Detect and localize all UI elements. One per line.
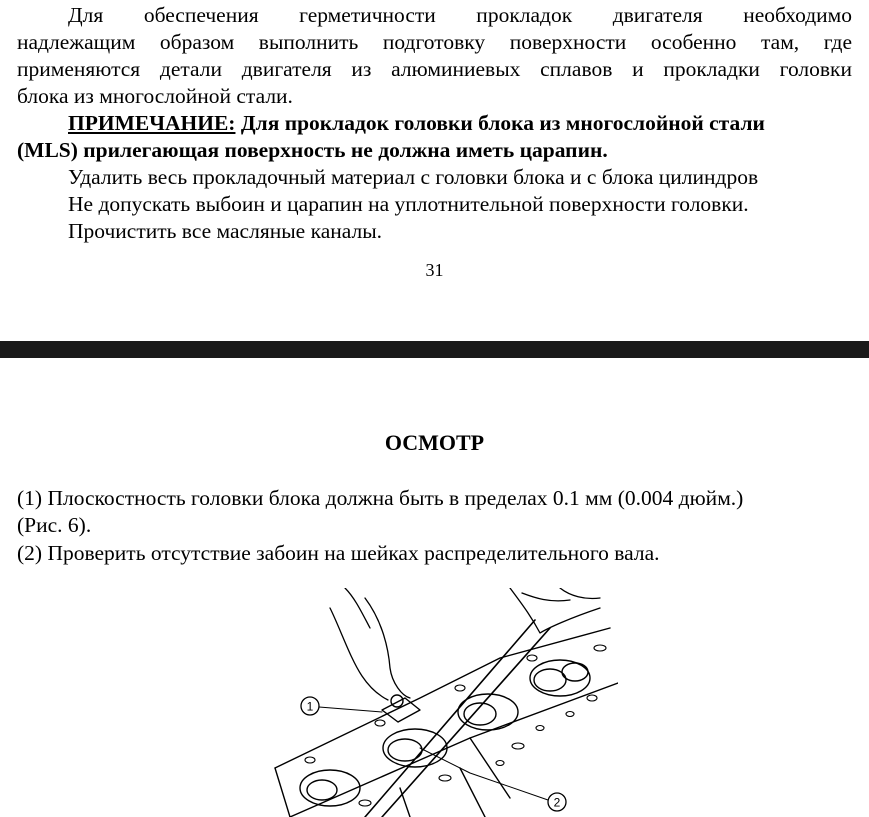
callout-1	[301, 697, 319, 715]
callout-1-label: 1	[306, 699, 314, 714]
hand-right	[510, 588, 600, 633]
combustion-chamber-3	[383, 729, 447, 767]
note-line-1	[68, 110, 852, 137]
valve-seat-4a	[307, 780, 337, 800]
note-line-2: (MLS) прилегающая поверхность не должна иметь царапин.	[17, 138, 608, 162]
feeler-gauge	[382, 698, 420, 722]
inspection-item-1: (1) Плоскостность головки блока должна быть в пределах 0.1 мм (0.004 дюйм.)	[17, 486, 744, 510]
callout-2	[548, 793, 566, 811]
intro-line-4: блока из многослойной стали.	[17, 84, 293, 108]
page-divider	[0, 341, 869, 358]
cylinder-head-flatness-illustration	[270, 588, 618, 817]
callout-1-leader	[319, 707, 382, 712]
combustion-chamber-1	[530, 660, 590, 696]
intro-line-2: надлежащим образом выполнить подготовку поверхности особенно там, где	[17, 30, 852, 54]
hand-left	[330, 588, 410, 700]
note-label: ПРИМЕЧАНИЕ:	[68, 111, 236, 135]
head-front-edge	[275, 768, 290, 817]
combustion-chamber-4	[300, 770, 360, 806]
note-text: Для прокладок головки блока из многослойной стали	[235, 111, 765, 135]
inspection-item-1-ref: (Рис. 6).	[17, 513, 92, 537]
valve-seat-1a	[534, 669, 566, 691]
step-line-3: Прочистить все масляные каналы.	[68, 219, 383, 243]
feeler-gauge-pivot	[391, 695, 403, 707]
callout-2-label: 2	[553, 795, 561, 810]
callout-2-leader	[420, 748, 548, 800]
step-line-1: Удалить весь прокладочный материал с головки блока и с блока цилиндров	[68, 165, 759, 189]
page-number: 31	[425, 260, 444, 280]
intro-line-3: применяются детали двигателя из алюминиевых сплавов и прокладки головки	[17, 57, 852, 81]
valve-seat-1b	[562, 663, 588, 681]
intro-line-1: Для обеспечения герметичности прокладок двигателя необходимо	[68, 3, 852, 27]
step-line-2: Не допускать выбоин и царапин на уплотнительной поверхности головки.	[68, 192, 749, 216]
section-heading: ОСМОТР	[384, 430, 485, 455]
inspection-item-2: (2) Проверить отсутствие забоин на шейках распределительного вала.	[17, 541, 660, 565]
